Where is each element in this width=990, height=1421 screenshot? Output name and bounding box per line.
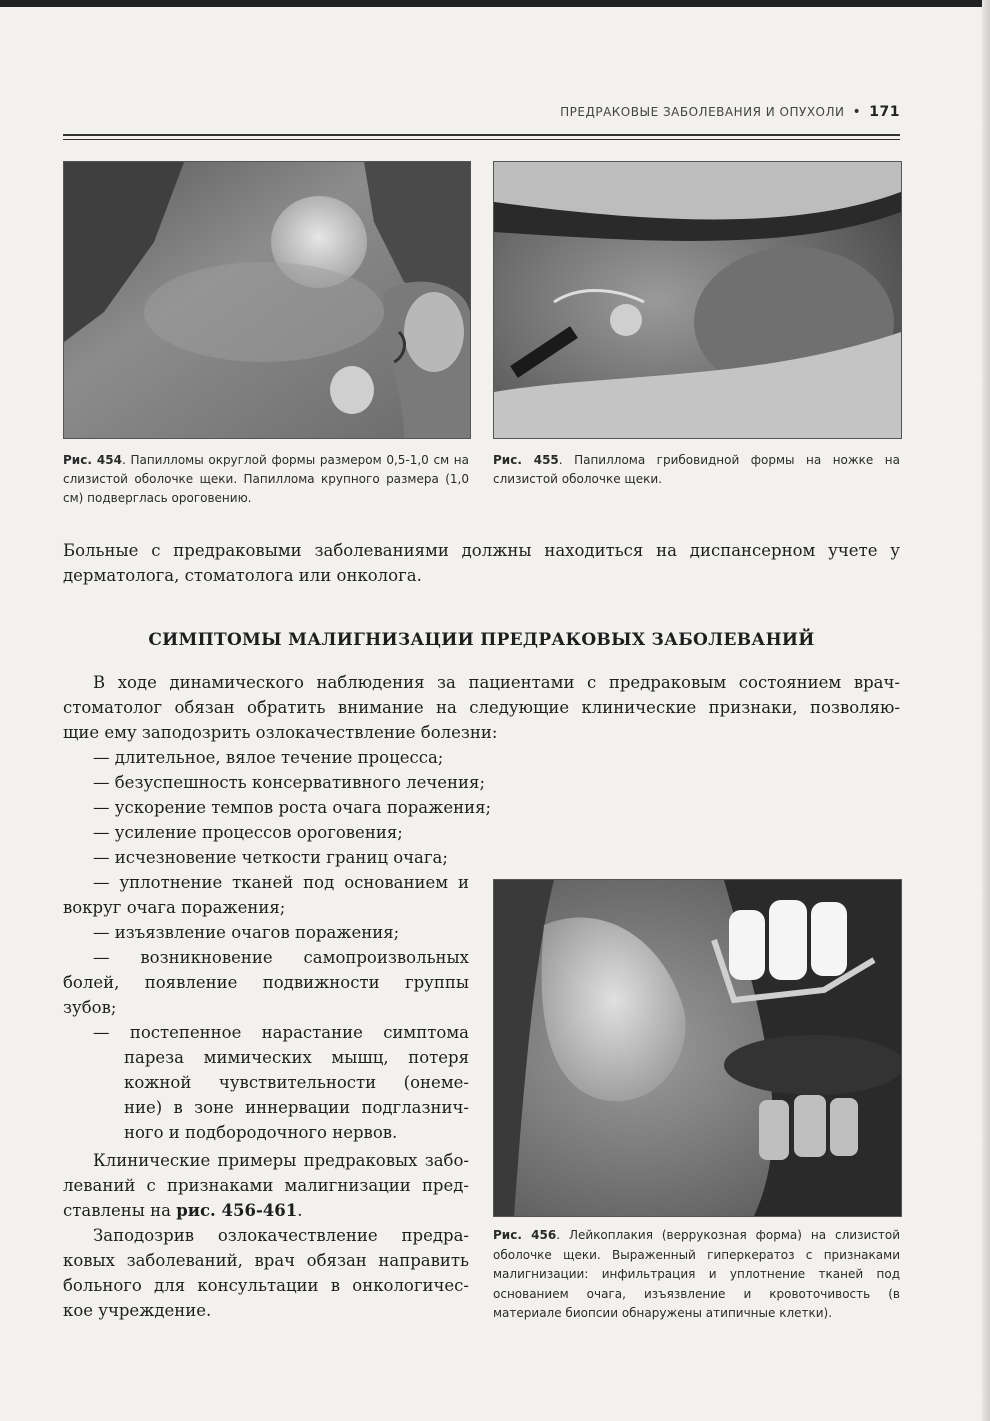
examples-line-3-text: ставлены на — [63, 1201, 177, 1220]
final-line-3: больного для консультации в онкологичес- — [63, 1276, 469, 1295]
intro-paragraph — [63, 538, 900, 588]
list-line-14: кожной чувствительности (онеме- — [124, 1073, 469, 1092]
caption-label: Рис. 455 — [493, 453, 559, 467]
caption-label: Рис. 456 — [493, 1228, 557, 1242]
final-line-4: кое учреждение. — [63, 1301, 212, 1320]
section-heading: СИМПТОМЫ МАЛИГНИЗАЦИИ ПРЕДРАКОВЫХ ЗАБОЛЕВАНИЙ — [148, 630, 815, 650]
list-line-12: — постепенное нарастание симптома — [93, 1023, 469, 1042]
examples-line-3 — [63, 1198, 303, 1223]
page-right-edge — [982, 0, 990, 1421]
header-rule-thin — [63, 139, 900, 140]
list-line-6: — уплотнение тканей под основанием и — [93, 873, 469, 892]
examples-line-3-end: . — [297, 1201, 303, 1220]
photo-fig-455 — [493, 161, 902, 439]
examples-line-2: леваний с признаками малигнизации пред- — [63, 1176, 469, 1195]
running-header — [560, 104, 900, 120]
caption-text: . Папиллома грибовидной формы на ножке на слизистой оболочке щеки. — [493, 453, 901, 486]
caption-fig-454 — [63, 451, 469, 508]
running-title: ПРЕДРАКОВЫЕ ЗАБОЛЕВАНИЯ И ОПУХОЛИ — [560, 105, 845, 119]
list-line-3: — ускорение темпов роста очага поражения; — [93, 798, 492, 817]
list-line-7: вокруг очага поражения; — [63, 898, 286, 917]
list-line-11: зубов; — [63, 998, 117, 1017]
caption-text: . Папилломы округлой формы размером 0,5-1,0 см на слизистой оболочке щеки. Папиллома крупного размера (1,0 см) подверглась ороговению. — [63, 453, 470, 505]
header-bullet: • — [852, 104, 862, 120]
final-line-2: ковых заболеваний, врач обязан направить — [63, 1251, 469, 1270]
caption-label: Рис. 454 — [63, 453, 122, 467]
lead-line-2: стоматолог обязан обратить внимание на следующие клинические признаки, позволяю- — [63, 698, 900, 717]
list-line-13: пареза мимических мышц, потеря — [124, 1048, 469, 1067]
caption-text: . Лейкоплакия (веррукозная форма) на слизистой оболочке щеки. Выраженный гиперкератоз с признаками малигнизации: инфильтрация и уплотнение тканей под основанием очага, изъязвление и кровоточивость (в материале биопсии обнаружены атипичные клетки). — [493, 1228, 900, 1320]
list-line-8: — изъязвление очагов поражения; — [93, 923, 400, 942]
caption-fig-455 — [493, 451, 900, 489]
photo-fig-454 — [63, 161, 471, 439]
list-line-2: — безуспешность консервативного лечения; — [93, 773, 486, 792]
photo-fig-456 — [493, 879, 902, 1217]
final-line-1: Заподозрив озлокачествление предра- — [93, 1226, 469, 1245]
header-rule — [63, 134, 900, 136]
lead-line-3: щие ему заподозрить озлокачествление болезни: — [63, 723, 498, 742]
list-line-16: ного и подбородочного нервов. — [124, 1123, 398, 1142]
list-line-9: — возникновение самопроизвольных — [93, 948, 469, 967]
examples-line-1: Клинические примеры предраковых забо- — [93, 1151, 469, 1170]
list-line-5: — исчезновение четкости границ очага; — [93, 848, 448, 867]
figure-reference: рис. 456-461 — [176, 1201, 298, 1220]
list-line-1: — длительное, вялое течение процесса; — [93, 748, 444, 767]
intro-text: Больные с предраковыми заболеваниями должны находиться на диспансерном учете у дерматолога, стоматолога или онколога. — [63, 541, 900, 585]
lead-line-1: В ходе динамического наблюдения за пациентами с предраковым состоянием врач- — [93, 673, 900, 692]
list-line-10: болей, появление подвижности группы — [63, 973, 469, 992]
page-top-edge — [0, 0, 990, 7]
list-line-15: ние) в зоне иннервации подглазнич- — [124, 1098, 469, 1117]
list-line-4: — усиление процессов ороговения; — [93, 823, 403, 842]
page-number: 171 — [869, 104, 900, 120]
caption-fig-456 — [493, 1226, 900, 1324]
